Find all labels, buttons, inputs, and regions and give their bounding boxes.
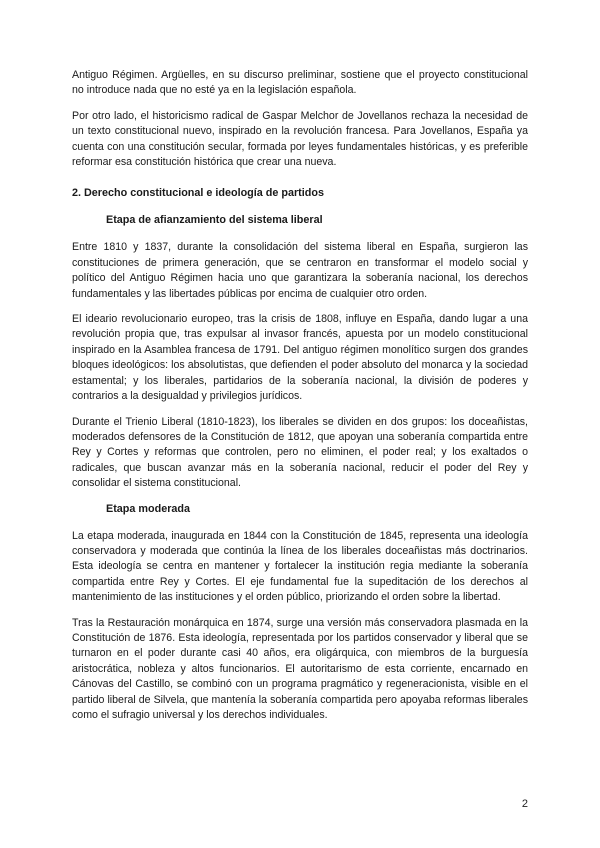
paragraph: Tras la Restauración monárquica en 1874, surge una versión más conservadora plasmada en la Constitución de 1876. Esta ideología, representada por los partidos conservador y liberal que se turnaron en el poder durante casi 40 años, era oligárquica, con miembros de la burguesía aristocrática, nobleza y altos funcionarios. El autoritarismo de esta corriente, encarnado en Cánovas del Castillo, se combinó con un programa pragmático y regeneracionista, visible en el partido liberal de Silvela, que mantenía la soberanía compartida pero apoyaba reformas liberales como el sufragio universal y los derechos individuales.: [72, 616, 528, 721]
subsection-heading: Etapa de afianzamiento del sistema liberal: [106, 214, 323, 227]
paragraph: Antiguo Régimen. Argüelles, en su discurso preliminar, sostiene que el proyecto constitucional no introduce nada que no esté ya en la legislación española.: [72, 69, 528, 97]
page-content: [72, 68, 528, 733]
subsection-heading: Etapa moderada: [106, 502, 191, 515]
paragraph: Durante el Trienio Liberal (1810-1823), los liberales se dividen en dos grupos: los doceañistas, moderados defensores de la Constitución de 1812, que apoyan una soberanía compartida entre Rey y Cortes y reformas que controlen, pero no eliminen, el poder real; y los exaltados o radicales, que buscan avanzar más en la soberanía nacional, reducir el poder del Rey y consolidar el sistema constitucional.: [72, 415, 528, 490]
paragraph: La etapa moderada, inaugurada en 1844 con la Constitución de 1845, representa una ideología conservadora y moderada que continúa la línea de los liberales doceañistas más doctrinarios. Esta ideología se centra en mantener y fortalecer la institución regia mediante la soberanía compartida entre Rey y Cortes. El eje fundamental fue la supeditación de los derechos al mantenimiento de las instituciones y el orden público, priorizando el orden sobre la libertad.: [72, 529, 528, 604]
paragraph: Entre 1810 y 1837, durante la consolidación del sistema liberal en España, surgieron las constituciones de primera generación, que se centraron en transformar el modelo social y político del Antiguo Régimen hacia uno que garantizara la soberanía nacional, los derechos fundamentales y las libertades públicas por encima de cualquier otro orden.: [72, 241, 528, 300]
page-number: 2: [521, 798, 528, 810]
paragraph: El ideario revolucionario europeo, tras la crisis de 1808, influye en España, dando lugar a una revolución propia que, tras expulsar al invasor francés, apuesta por un modelo constitucional inspirado en la Asamblea francesa de 1791. Del antiguo régimen monolítico surgen dos grandes bloques ideológicos: los absolutistas, que defienden el poder absoluto del monarca y la sociedad estamental; y los liberales, partidarios de la soberanía nacional, la división de poderes y contrarios a la desigualdad y privilegios jurídicos.: [72, 313, 528, 403]
section-heading: 2. Derecho constitucional e ideología de partidos: [72, 187, 324, 200]
paragraph: Por otro lado, el historicismo radical de Gaspar Melchor de Jovellanos rechaza la necesidad de un texto constitucional nuevo, inspirado en la revolución francesa. Para Jovellanos, España ya cuenta con una constitución secular, formada por leyes fundamentales históricas, y es preferible reformar esa constitución histórica que crear una nueva.: [72, 109, 528, 169]
